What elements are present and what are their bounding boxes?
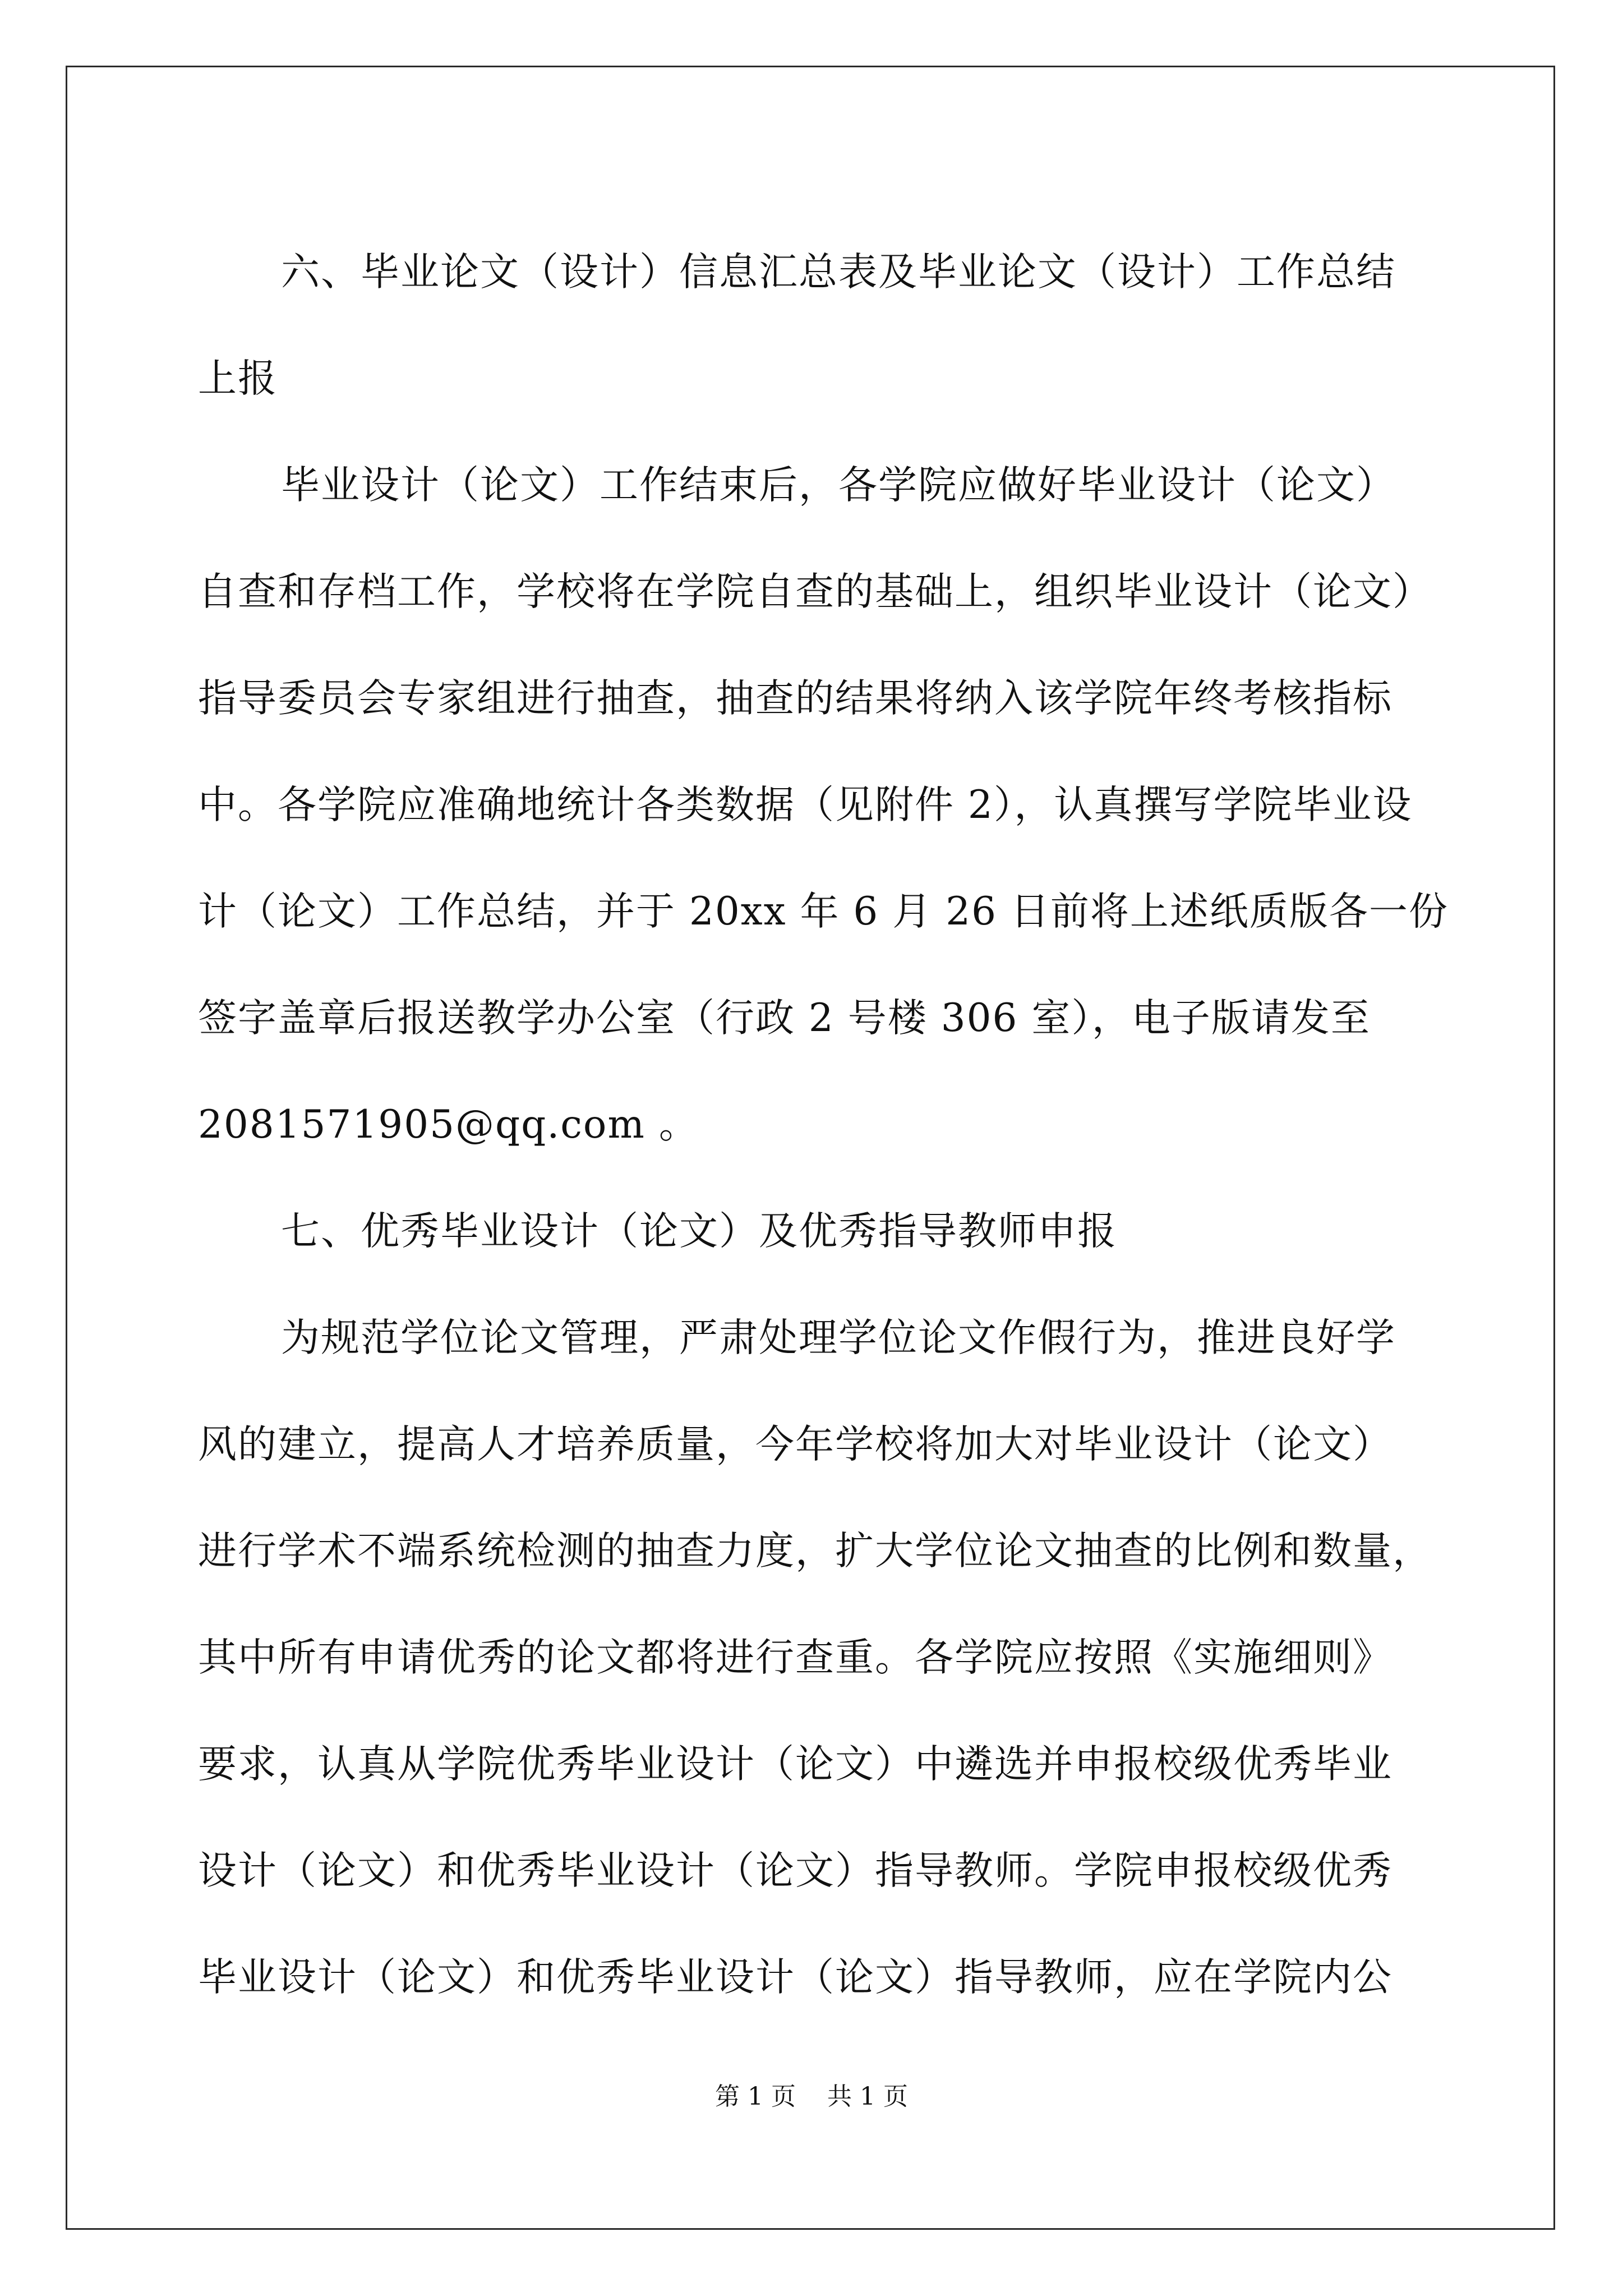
- page-number: 第 1 页: [715, 2082, 796, 2111]
- paragraph-line: 设计（论文）和优秀毕业设计（论文）指导教师。学院申报校级优秀: [198, 1848, 1393, 1893]
- page-footer: [0, 2080, 1623, 2114]
- email-line: 2081571905@qq.com 。: [198, 1102, 699, 1147]
- paragraph-line: 其中所有申请优秀的论文都将进行查重。各学院应按照《实施细则》: [198, 1635, 1393, 1680]
- paragraph-line: 计（论文）工作总结，并于 20xx 年 6 月 26 日前将上述纸质版各一份: [198, 889, 1449, 934]
- paragraph-line: 为规范学位论文管理，严肃处理学位论文作假行为，推进良好学: [281, 1315, 1396, 1360]
- paragraph-line: 毕业设计（论文）和优秀毕业设计（论文）指导教师，应在学院内公: [198, 1955, 1393, 2000]
- paragraph-line: 进行学术不端系统检测的抽查力度，扩大学位论文抽查的比例和数量，: [198, 1529, 1432, 1573]
- paragraph-line: 中。各学院应准确地统计各类数据（见附件 2），认真撰写学院毕业设: [198, 783, 1413, 827]
- paragraph-line: 要求，认真从学院优秀毕业设计（论文）中遴选并申报校级优秀毕业: [198, 1742, 1393, 1787]
- paragraph-line: 风的建立，提高人才培养质量，今年学校将加大对毕业设计（论文）: [198, 1422, 1393, 1467]
- document-body: [198, 219, 1449, 2031]
- paragraph-line: 毕业设计（论文）工作结束后，各学院应做好毕业设计（论文）: [281, 463, 1396, 508]
- section-heading-6: 六、毕业论文（设计）信息汇总表及毕业论文（设计）工作总结: [281, 250, 1396, 295]
- paragraph-line: 指导委员会专家组进行抽查，抽查的结果将纳入该学院年终考核指标: [198, 676, 1393, 721]
- paragraph-line: 签字盖章后报送教学办公室（行政 2 号楼 306 室），电子版请发至: [198, 996, 1371, 1041]
- section-heading-6-cont: 上报: [198, 356, 278, 401]
- page-total: 共 1 页: [827, 2082, 908, 2111]
- section-heading-7: 七、优秀毕业设计（论文）及优秀指导教师申报: [281, 1209, 1117, 1254]
- paragraph-line: 自查和存档工作，学校将在学院自查的基础上，组织毕业设计（论文）: [198, 569, 1432, 614]
